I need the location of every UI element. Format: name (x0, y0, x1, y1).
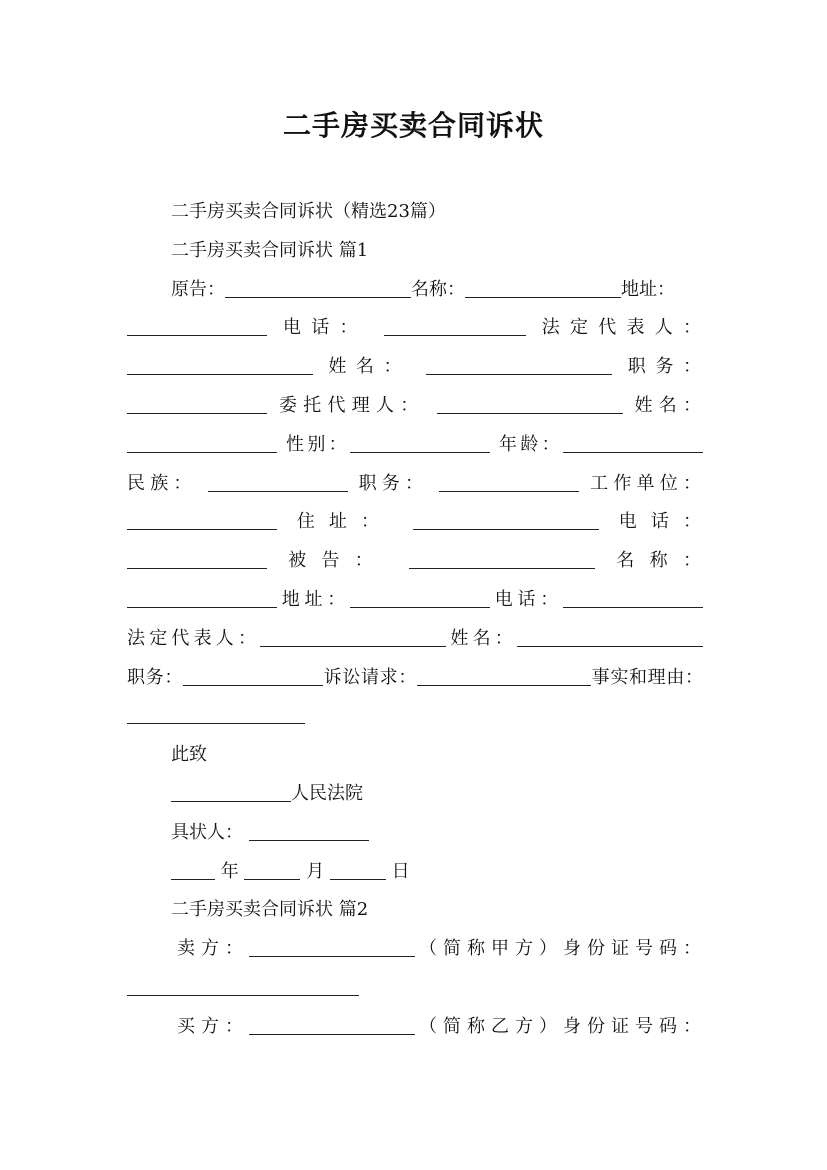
blank-facts (127, 705, 305, 724)
blank-claim (417, 667, 591, 686)
blank-work-unit (127, 511, 277, 530)
age-label: 年龄： (499, 433, 563, 455)
seller-label: 卖方： (177, 938, 249, 960)
day-label: 日 (391, 860, 410, 882)
gender-label: 性别： (286, 433, 350, 455)
blank-defendant-person-name (517, 628, 703, 647)
defendant-block (127, 542, 703, 736)
blank-year (171, 861, 215, 880)
agent-name-label: 姓名： (634, 394, 703, 416)
blank-position (127, 395, 267, 414)
blank-month (244, 861, 300, 880)
defendant-phone-label: 电话： (490, 588, 563, 610)
plaintiff-label: 原告： (171, 278, 225, 300)
document-title: 二手房买卖合同诉状 (282, 109, 544, 142)
document-body (127, 193, 703, 1047)
blank-residence-phone (127, 550, 267, 569)
address-label: 地址： (621, 278, 675, 300)
seller-abbr-label: （简称甲方）身份证号码： (415, 938, 703, 960)
legal-rep-label: 法定代表人： (541, 317, 703, 339)
defendant-person-name-label: 姓名： (446, 627, 518, 649)
blank-defendant (409, 550, 595, 569)
phone-label: 电话： (282, 317, 368, 339)
defendant-name-label: 名称： (616, 550, 703, 572)
facts-label: 事实和理由： (591, 666, 703, 688)
work-unit-label: 工作单位： (590, 472, 703, 494)
agent-position-label: 职务： (358, 472, 429, 494)
blank-ethnicity (208, 473, 348, 492)
buyer-label: 买方： (177, 1015, 249, 1037)
blank-person-name (426, 356, 612, 375)
blank-day (330, 861, 386, 880)
blank-defendant-address (350, 589, 490, 608)
name-label: 名称： (411, 278, 465, 300)
blank-age (563, 434, 703, 453)
blank-court (171, 783, 291, 802)
residence-phone-label: 电话： (618, 511, 703, 533)
blank-seller (249, 938, 415, 957)
blank-agent (437, 395, 623, 414)
blank-agent-name (127, 434, 277, 453)
person-name-label: 姓名： (328, 356, 412, 378)
claim-label: 诉讼请求： (323, 666, 417, 688)
blank-agent-position (439, 473, 579, 492)
blank-address (127, 317, 267, 336)
blank-defendant-name (127, 589, 277, 608)
agent-label: 委托代理人： (278, 394, 425, 416)
month-label: 月 (306, 860, 325, 882)
blank-gender (350, 434, 490, 453)
blank-defendant-position (183, 667, 323, 686)
blank-residence (413, 511, 599, 530)
defendant-address-label: 地址： (277, 588, 350, 610)
subtitle: 二手房买卖合同诉状（精选23篇） (171, 201, 446, 222)
residence-label: 住址： (296, 511, 394, 533)
ethnicity-label: 民族： (127, 472, 197, 494)
blank-defendant-phone (563, 589, 703, 608)
blank-plaintiff (225, 279, 411, 298)
blank-legal-rep (127, 356, 313, 375)
defendant-legal-rep-label: 法定代表人： (127, 627, 261, 649)
plaintiff-block (127, 271, 703, 543)
blank-seller-id (127, 977, 359, 996)
year-label: 年 (220, 860, 239, 882)
blank-defendant-legal-rep (260, 628, 446, 647)
section-2-heading: 二手房买卖合同诉状 篇2 (171, 899, 369, 921)
closing: 此致 (171, 744, 207, 766)
signer-label: 具状人： (171, 821, 243, 843)
section-1-heading: 二手房买卖合同诉状 篇1 (171, 239, 369, 261)
blank-buyer (249, 1016, 415, 1035)
buyer-abbr-label: （简称乙方）身份证号码： (415, 1015, 703, 1037)
date-line (127, 853, 703, 892)
court-label: 人民法院 (291, 782, 363, 804)
blank-name (465, 279, 621, 298)
position-label: 职务： (627, 356, 703, 378)
defendant-position-label: 职务： (127, 666, 183, 688)
defendant-label: 被告： (288, 550, 389, 572)
blank-phone (384, 317, 526, 336)
blank-signer (249, 822, 369, 841)
